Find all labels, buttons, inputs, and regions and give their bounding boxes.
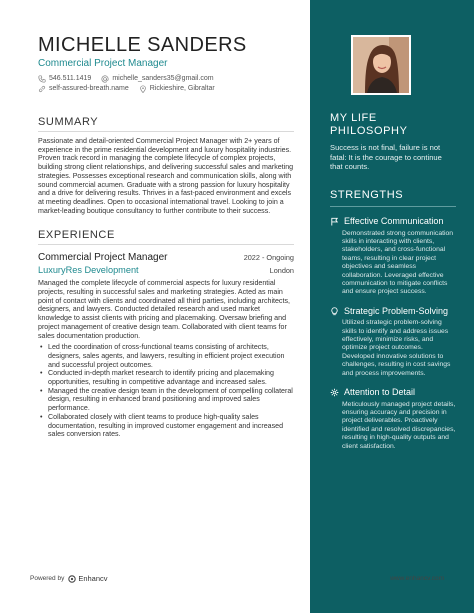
contact-info xyxy=(38,74,294,94)
phone-text: 546.511.1419 xyxy=(49,75,92,82)
strength-title: Attention to Detail xyxy=(344,387,416,398)
brand-name: Enhancv xyxy=(78,574,108,583)
phone-icon xyxy=(38,75,46,83)
strengths-heading: STRENGTHS xyxy=(330,189,456,207)
email-text: michelle_sanders35@gmail.com xyxy=(112,75,214,82)
at-icon xyxy=(101,75,109,83)
job-bullets xyxy=(38,343,294,439)
location-text: Rickieshire, Gibraltar xyxy=(149,85,215,92)
location-pin-icon xyxy=(139,85,147,93)
brand-logo[interactable] xyxy=(68,574,107,583)
website-text: self-assured-breath.name xyxy=(49,85,129,92)
flag-icon xyxy=(330,217,339,226)
list-item: • Led the coordination of cross-functional teams consisting of architects, designers, sales agents, and lawyers, resulting in efficient project execution and successful project outcomes. xyxy=(38,343,294,369)
candidate-role: Commercial Project Manager xyxy=(38,58,168,69)
experience-heading: EXPERIENCE xyxy=(38,229,294,245)
email-item[interactable] xyxy=(101,74,213,84)
job-dates: 2022 - Ongoing xyxy=(243,253,294,263)
footer xyxy=(30,574,444,583)
candidate-name: MICHELLE SANDERS xyxy=(38,34,247,56)
strength-desc: Meticulously managed project details, ensuring accuracy and precision in project deliverables. Proactively identified and resolved discrepancies, resulting in high-quality outputs and client satisfaction. xyxy=(342,400,456,450)
website-item[interactable] xyxy=(38,84,129,94)
philosophy-section xyxy=(330,112,456,172)
strength-title: Strategic Problem-Solving xyxy=(344,305,449,316)
enhancv-logo-icon xyxy=(68,575,76,583)
list-item: • Collaborated closely with client teams to produce high-quality sales documentation, resulting in improved customer engagement and increased sales conversion rates. xyxy=(38,413,294,439)
link-icon xyxy=(38,85,46,93)
gear-icon xyxy=(330,388,339,397)
powered-by-text: Powered by xyxy=(30,575,65,582)
summary-text: Passionate and detail-oriented Commercial Project Manager with 2+ years of experience in the prime residential development and luxury hospitality industries. Proven track record in managing the complete lifecycle of complex projects, building strong client relationships, and delivering successful sales and marketing strategies. Possesses exceptional research and communication skills, along with sound commercial acumen. Graduate with a strong passion for luxury hospitality and a drive for delivering results. Thrives in a fast-paced environment and excels at meeting deadlines. Open to occasional international travel. Looking to join a market-leading boutique consultancy to further contribute to their success. xyxy=(38,137,294,215)
list-item: • Managed the creative design team in the development of compelling collateral design, resulting in enhanced brand positioning and improved sales performance. xyxy=(38,387,294,413)
philosophy-quote: Success is not final, failure is not fatal: It is the courage to continue that counts. xyxy=(330,143,442,172)
strength-desc: Demonstrated strong communication skills in interacting with clients, stakeholders, and cross-functional teams, resulting in clear project objectives and seamless collaboration. Leveraged effective communication to mitigate conflicts and ensure project success. xyxy=(342,229,454,296)
avatar xyxy=(351,35,411,95)
location-item xyxy=(139,84,215,94)
lightbulb-icon xyxy=(330,307,339,316)
company-name: LuxuryRes Development xyxy=(38,265,139,276)
strength-item xyxy=(330,306,456,378)
summary-heading: SUMMARY xyxy=(38,116,294,132)
strength-item xyxy=(330,216,456,297)
strength-item xyxy=(330,387,456,451)
list-item: • Conducted in-depth market research to identify pricing and placemaking opportunities, resulting in competitive advantage and increased sales. xyxy=(38,369,294,386)
job-title: Commercial Project Manager xyxy=(38,252,168,264)
job-description: Managed the complete lifecycle of commercial aspects for luxury residential projects, resulting in successful sales and marketing strategies. Acted as main point of contact with clients and coordinated all third parties, including architects, designers, and lawyers. Conducted detailed research and used market knowledge to assist clients with pricing and placemaking. Oversaw briefing and project management of creative design team. Collaborated with client teams for sales documentation production. xyxy=(38,279,290,340)
footer-url[interactable]: www.enhancv.com xyxy=(390,575,444,582)
strengths-section xyxy=(330,189,456,451)
strength-title: Effective Communication xyxy=(344,216,444,226)
philosophy-heading: MY LIFE PHILOSOPHY xyxy=(330,112,408,137)
job-location: London xyxy=(269,266,294,276)
phone-item[interactable] xyxy=(38,74,91,84)
job-entry xyxy=(38,252,294,439)
strength-desc: Utilized strategic problem-solving skills to identify and address issues effectively, minimize risks, and optimize project outcomes. Developed innovative solutions to challenges, resulting in cost savings and process improvements. xyxy=(342,319,451,377)
